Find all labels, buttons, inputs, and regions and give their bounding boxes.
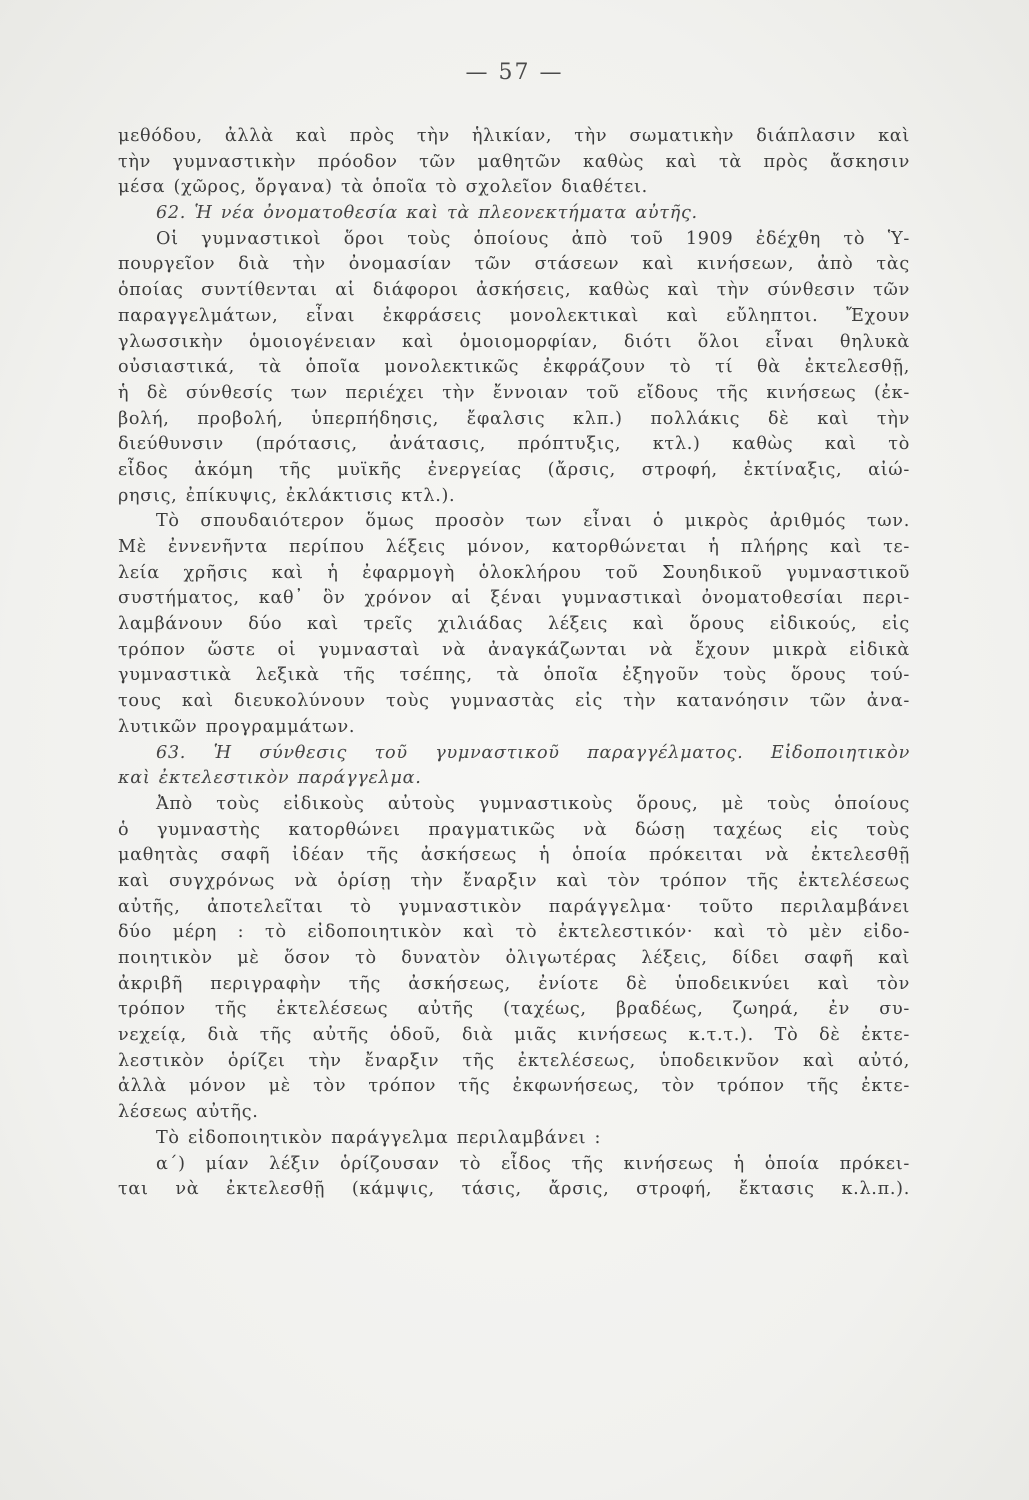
text-line: λέσεως αὐτῆς. <box>118 1102 259 1123</box>
text-line: ται νὰ ἐκτελεσθῇ (κάμψις, τάσις, ἄρσις, στροφή, ἔκτασις κ.λ.π.). <box>118 1179 910 1200</box>
text-line: εἶδος ἀκόμη τῆς μυϊκῆς ἐνεργείας (ἄρσις, στροφή, ἐκτίναξις, αἰώ- <box>118 459 910 480</box>
paragraph <box>118 124 910 201</box>
text-line: τους καὶ διευκολύνουν τοὺς γυμναστὰς εἰς τὴν κατανόησιν τῶν ἀνα- <box>118 691 910 712</box>
paragraph <box>118 227 910 510</box>
text-line: ὁ γυμναστὴς κατορθώνει πραγματικῶς νὰ δώσῃ ταχέως εἰς τοὺς <box>118 819 910 840</box>
text-line: Μὲ ἐννενῆντα περίπου λέξεις μόνον, κατορθώνεται ἡ πλήρης καὶ τε- <box>118 537 910 557</box>
text-line: ἀκριβῆ περιγραφὴν τῆς ἀσκήσεως, ἐνίοτε δὲ ὑποδεικνύει καὶ τὸν <box>118 973 910 994</box>
paragraph <box>118 1152 910 1203</box>
text-line: μεθόδου, ἀλλὰ καὶ πρὸς τὴν ἡλικίαν, τὴν σωματικὴν διάπλασιν καὶ <box>118 126 910 146</box>
text-line: λεστικὸν ὁρίζει τὴν ἔναρξιν τῆς ἐκτελέσεως, ὑποδεικνῦον καὶ αὐτό, <box>118 1050 910 1071</box>
section-heading <box>118 741 910 792</box>
text-line: λεία χρῆσις καὶ ἡ ἐφαρμογὴ ὁλοκλήρου τοῦ Σουηδικοῦ γυμναστικοῦ <box>118 562 910 583</box>
text-line: α΄) μίαν λέξιν ὁρίζουσαν τὸ εἶδος τῆς κινήσεως ἡ ὁποία πρόκει- <box>156 1153 910 1174</box>
text-line: πουργεῖον διὰ τὴν ὀνομασίαν τῶν στάσεων καὶ κινήσεων, ἀπὸ τὰς <box>118 254 910 275</box>
text-line: παραγγελμάτων, εἶναι ἐκφράσεις μονολεκτικαὶ καὶ εὔληπτοι. Ἔχουν <box>118 305 910 326</box>
text-line: δύο μέρη : τὸ εἰδοποιητικὸν καὶ τὸ ἐκτελεστικόν· καὶ τὸ μὲν εἰδο- <box>118 922 910 943</box>
text-line: ἀλλὰ μόνον μὲ τὸν τρόπον τῆς ἐκφωνήσεως, τὸν τρόπον τῆς ἐκτε- <box>118 1076 910 1097</box>
text-line: καὶ συγχρόνως νὰ ὁρίσῃ τὴν ἔναρξιν καὶ τὸν τρόπον τῆς ἐκτελέσεως <box>118 870 910 891</box>
text-line: τρόπον τῆς ἐκτελέσεως αὐτῆς (ταχέως, βραδέως, ζωηρά, ἐν συ- <box>118 999 910 1020</box>
text-line: συστήματος, καθ᾽ ὃν χρόνον αἱ ξέναι γυμναστικαὶ ὀνοματοθεσίαι περι- <box>118 588 910 609</box>
text-line: Τὸ σπουδαιότερον ὅμως προσὸν των εἶναι ὁ μικρὸς ἀριθμός των. <box>156 511 910 532</box>
text-line: μαθητὰς σαφῆ ἰδέαν τῆς ἀσκήσεως ἡ ὁποία πρόκειται νὰ ἐκτελεσθῇ <box>118 845 910 866</box>
text-line: βολή, προβολή, ὑπερπήδησις, ἔφαλσις κλπ.) πολλάκις δὲ καὶ τὴν <box>118 408 910 429</box>
text-line: ἡ δὲ σύνθεσίς των περιέχει τὴν ἔννοιαν τοῦ εἴδους τῆς κινήσεως (ἐκ- <box>118 382 910 403</box>
text-line: ρησις, ἐπίκυψις, ἐκλάκτισις κτλ.). <box>118 485 456 506</box>
text-line: αὐτῆς, ἀποτελεῖται τὸ γυμναστικὸν παράγγελμα· τοῦτο περιλαμβάνει <box>118 896 910 917</box>
text-line: οὐσιαστικά, τὰ ὁποῖα μονολεκτικῶς ἐκφράζουν τὸ τί θὰ ἐκτελεσθῇ, <box>118 357 910 378</box>
text-line: 62. Ἡ νέα ὀνοματοθεσία καὶ τὰ πλεονεκτήματα αὐτῆς. <box>156 203 698 224</box>
paragraph <box>118 1126 910 1152</box>
text-line: γυμναστικὰ λεξικὰ τῆς τσέπης, τὰ ὁποῖα ἐξηγοῦν τοὺς ὅρους τού- <box>118 665 910 686</box>
page-number: — 57 — <box>465 60 564 85</box>
text-line: γλωσσικὴν ὁμοιογένειαν καὶ ὁμοιομορφίαν, διότι ὅλοι εἶναι θηλυκὰ <box>118 331 910 352</box>
paragraph <box>118 509 910 740</box>
text-line: Τὸ εἰδοποιητικὸν παράγγελμα περιλαμβάνει : <box>156 1127 602 1148</box>
text-line: Οἱ γυμναστικοὶ ὅροι τοὺς ὁποίους ἀπὸ τοῦ 1909 ἐδέχθη τὸ Ὑ- <box>156 228 910 249</box>
text-line: Ἀπὸ τοὺς εἰδικοὺς αὐτοὺς γυμναστικοὺς ὅρους, μὲ τοὺς ὁποίους <box>156 793 910 814</box>
text-line: ποιητικὸν μὲ ὅσον τὸ δυνατὸν ὀλιγωτέρας λέξεις, δίδει σαφῆ καὶ <box>118 948 910 968</box>
text-line: μέσα (χῶρος, ὄργανα) τὰ ὁποῖα τὸ σχολεῖον διαθέτει. <box>118 177 648 198</box>
page-body <box>118 124 910 1203</box>
text-line: τὴν γυμναστικὴν πρόοδον τῶν μαθητῶν καθὼς καὶ τὰ πρὸς ἄσκησιν <box>118 151 910 172</box>
text-line: νεχείᾳ, διὰ τῆς αὐτῆς ὁδοῦ, διὰ μιᾶς κινήσεως κ.τ.τ.). Τὸ δὲ ἐκτε- <box>118 1025 910 1046</box>
section-heading <box>118 201 910 227</box>
text-line: τρόπον ὥστε οἱ γυμνασταὶ νὰ ἀναγκάζωνται νὰ ἔχουν μικρὰ εἰδικὰ <box>118 639 910 660</box>
text-line: λυτικῶν προγραμμάτων. <box>118 716 356 737</box>
text-line: 63. Ἡ σύνθεσις τοῦ γυμναστικοῦ παραγγέλματος. Εἰδοποιητικὸν <box>156 742 910 763</box>
paragraph <box>118 792 910 1126</box>
text-line: καὶ ἐκτελεστικὸν παράγγελμα. <box>118 768 422 789</box>
text-line: διεύθυνσιν (πρότασις, ἀνάτασις, πρόπτυξις, κτλ.) καθὼς καὶ τὸ <box>118 434 910 455</box>
text-line: ὁποίας συντίθενται αἱ διάφοροι ἀσκήσεις, καθὼς καὶ τὴν σύνθεσιν τῶν <box>118 280 910 301</box>
text-line: λαμβάνουν δύο καὶ τρεῖς χιλιάδας λέξεις καὶ ὅρους εἰδικούς, εἰς <box>118 614 910 635</box>
